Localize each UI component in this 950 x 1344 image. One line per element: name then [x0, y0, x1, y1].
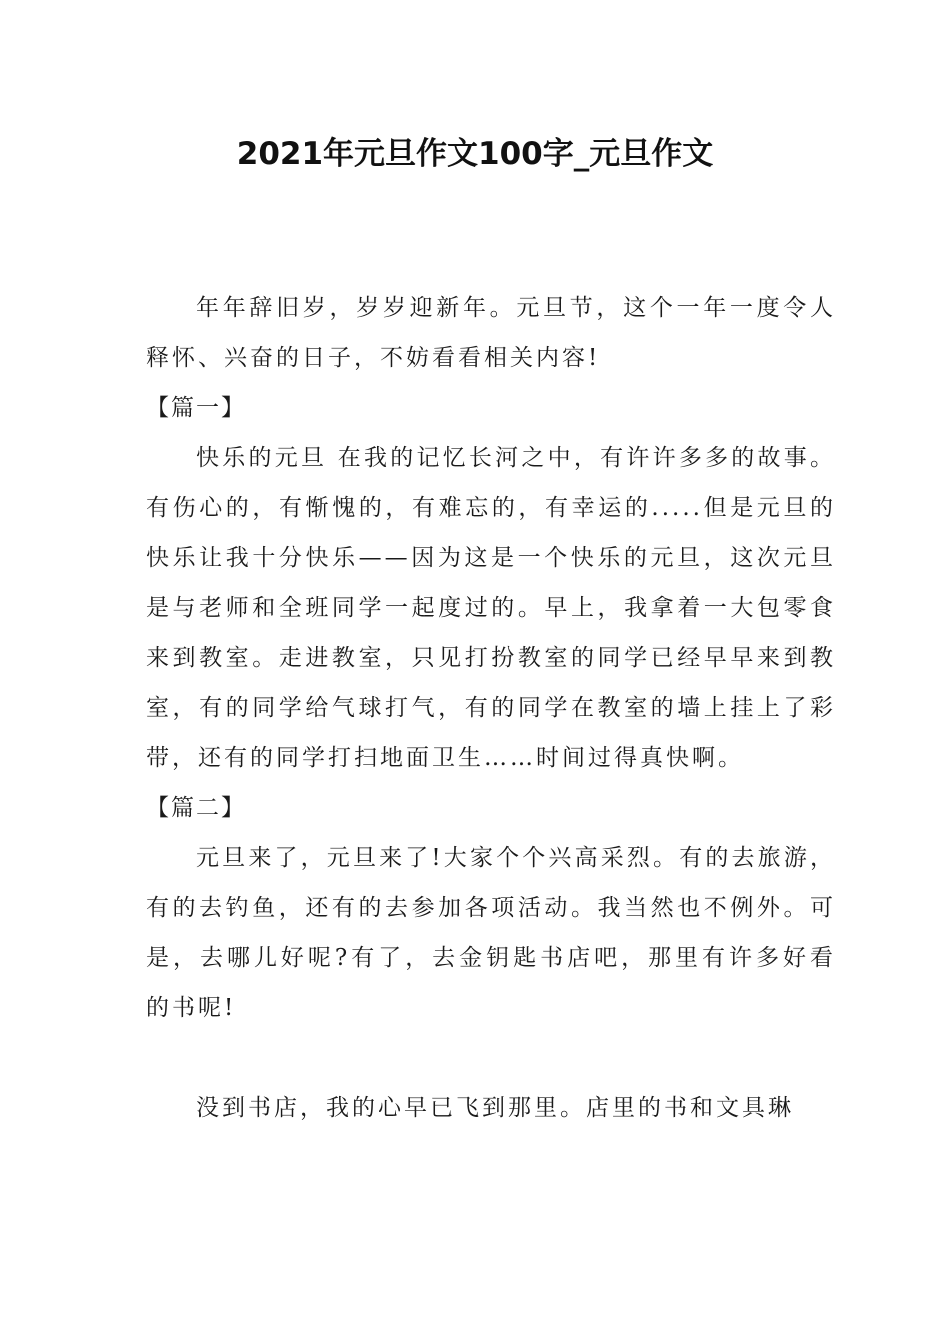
document-body: [146, 283, 836, 1133]
section-heading-1: 【篇一】: [146, 395, 246, 421]
paragraph-gap: [146, 1033, 836, 1083]
section-heading-2: 【篇二】: [146, 795, 246, 821]
intro-paragraph: 年年辞旧岁，岁岁迎新年。元旦节，这个一年一度令人释怀、兴奋的日子，不妨看看相关内容!: [146, 295, 836, 371]
section-2-paragraph-1: 元旦来了，元旦来了!大家个个兴高采烈。有的去旅游，有的去钓鱼，还有的去参加各项活动。我当然也不例外。可是，去哪儿好呢?有了，去金钥匙书店吧，那里有许多好看的书呢!: [146, 845, 836, 1021]
section-2-paragraph-2: 没到书店，我的心早已飞到那里。店里的书和文具琳: [196, 1095, 794, 1121]
document-title: 2021年元旦作文100字_元旦作文: [236, 136, 714, 172]
section-1-paragraph: 快乐的元旦 在我的记忆长河之中，有许许多多的故事。有伤心的，有惭愧的，有难忘的，有幸运的.....但是元旦的快乐让我十分快乐——因为这是一个快乐的元旦，这次元旦是与老师和全班同学一起度过的。早上，我拿着一大包零食来到教室。走进教室，只见打扮教室的同学已经早早来到教室，有的同学给气球打气，有的同学在教室的墙上挂上了彩带，还有的同学打扫地面卫生……时间过得真快啊。: [146, 445, 836, 771]
